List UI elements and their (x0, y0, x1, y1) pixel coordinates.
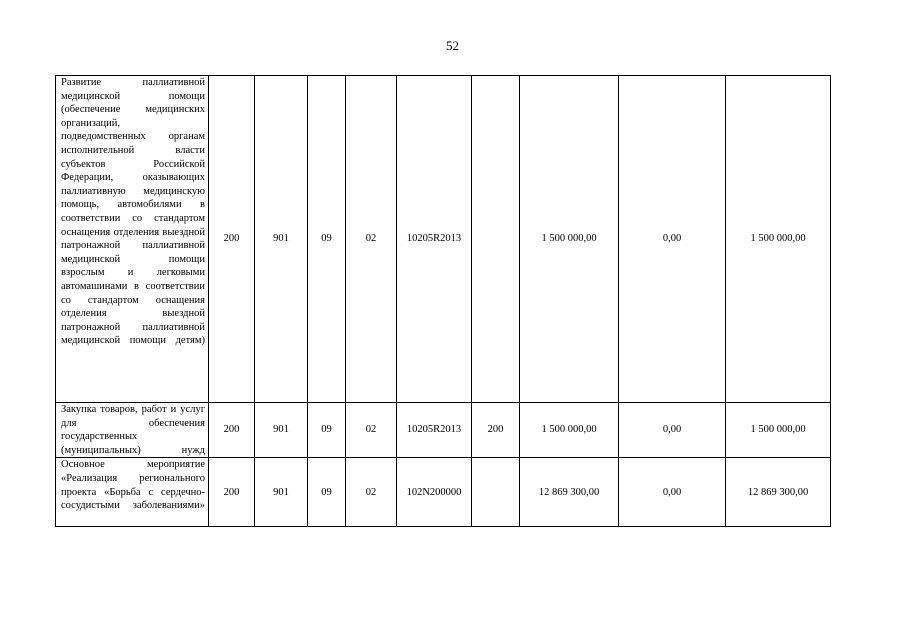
target-article-cell: 102N200000 (397, 458, 472, 527)
ministry-code-cell: 901 (255, 76, 308, 403)
amount-cell: 1 500 000,00 (520, 76, 619, 403)
ministry-code-cell: 901 (255, 458, 308, 527)
ministry-code-cell: 901 (255, 403, 308, 458)
table-row (56, 76, 831, 403)
row-description: Развитие паллиативной медицинской помощи (обеспечение медицинских организаций, подведомственных органам исполнительной власти субъектов Российской Федерации, оказывающих паллиативную медицинскую помощь, автомобилями в соответствии со стандартом оснащения отделения выездной патронажной паллиативной медицинской помощи взрослым и легковыми автомашинами в соответствии со стандартом оснащения отделения выездной патронажной паллиативной медицинской помощи детям) (61, 77, 205, 347)
subsection-code-cell: 02 (346, 403, 397, 458)
section-code-cell: 09 (308, 458, 346, 527)
section-code-cell: 09 (308, 76, 346, 403)
expense-type-cell: 200 (472, 403, 520, 458)
code-cell: 200 (209, 76, 255, 403)
total-cell: 1 500 000,00 (726, 403, 831, 458)
subsection-code-cell: 02 (346, 76, 397, 403)
table-row (56, 403, 831, 458)
amount-cell: 12 869 300,00 (520, 458, 619, 527)
subsection-code-cell: 02 (346, 458, 397, 527)
table-row (56, 458, 831, 527)
expense-type-cell (472, 76, 520, 403)
row-description: Закупка товаров, работ и услуг для обеспечения государственных (муниципальных) нужд (61, 404, 205, 456)
expense-type-cell (472, 458, 520, 527)
budget-table (55, 75, 831, 527)
amount-cell: 1 500 000,00 (520, 403, 619, 458)
change-cell: 0,00 (619, 76, 726, 403)
row-description-cell (56, 76, 209, 403)
section-code-cell: 09 (308, 403, 346, 458)
total-cell: 12 869 300,00 (726, 458, 831, 527)
target-article-cell: 10205R2013 (397, 76, 472, 403)
change-cell: 0,00 (619, 458, 726, 527)
change-cell: 0,00 (619, 403, 726, 458)
target-article-cell: 10205R2013 (397, 403, 472, 458)
total-cell: 1 500 000,00 (726, 76, 831, 403)
code-cell: 200 (209, 403, 255, 458)
row-description: Основное мероприятие «Реализация регионального проекта «Борьба с сердечно-сосудистыми заболеваниями» (61, 459, 205, 512)
row-description-cell (56, 458, 209, 527)
row-description-cell (56, 403, 209, 458)
code-cell: 200 (209, 458, 255, 527)
page-number: 52 (446, 38, 459, 53)
